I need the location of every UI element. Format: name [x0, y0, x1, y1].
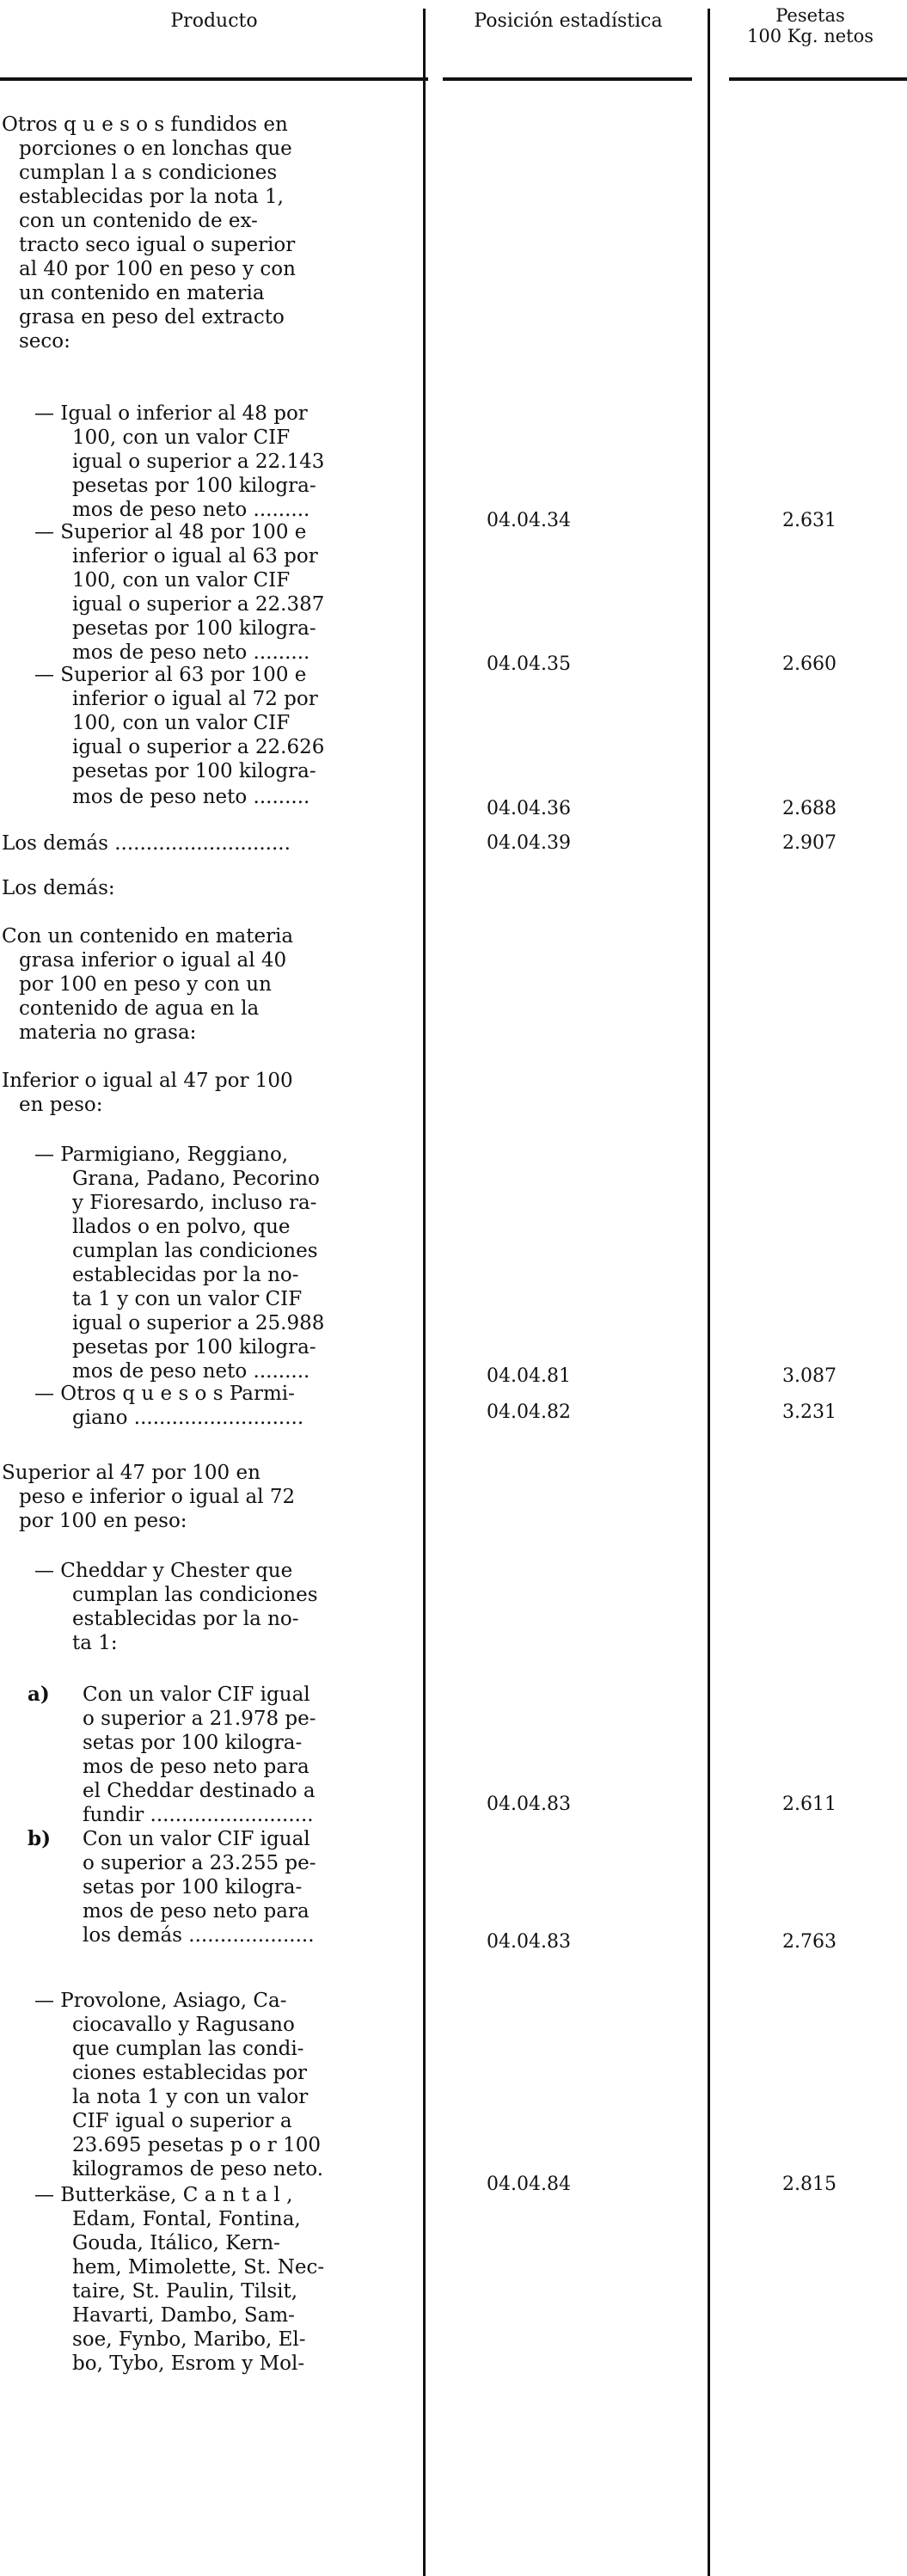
text-line: — Parmigiano, Reggiano, [34, 1144, 289, 1166]
text-line: ciones establecidas por [72, 2062, 308, 2084]
header-rule-mid [443, 77, 692, 81]
text-line: fundir .......................... [83, 1804, 314, 1826]
price-value: 2.907 [782, 832, 837, 854]
text-line: y Fioresardo, incluso ra- [72, 1192, 317, 1214]
text-line: 100, con un valor CIF [72, 426, 291, 449]
text-line: cumplan las condiciones [72, 1240, 318, 1262]
position-code: 04.04.82 [487, 1401, 571, 1423]
text-line: llados o en polvo, que [72, 1216, 291, 1238]
text-line: cumplan l a s condiciones [19, 162, 278, 184]
text-line: Grana, Padano, Pecorino [72, 1168, 320, 1190]
text-line: Con un valor CIF igual [83, 1828, 310, 1850]
text-line: en peso: [19, 1094, 103, 1116]
position-code: 04.04.83 [487, 1931, 571, 1953]
text-line: que cumplan las condi- [72, 2038, 304, 2060]
position-code: 04.04.34 [487, 510, 571, 531]
price-value: 2.815 [782, 2174, 837, 2195]
text-line: la nota 1 y con un valor [72, 2086, 309, 2108]
text-line: Superior al 47 por 100 en [2, 1462, 260, 1484]
header-pesetas-2: 100 Kg. netos [746, 26, 874, 46]
position-code: 04.04.35 [487, 653, 571, 675]
text-line: setas por 100 kilogra- [83, 1732, 303, 1754]
text-line: o superior a 21.978 pe- [83, 1708, 316, 1730]
text-line: o superior a 23.255 pe- [83, 1852, 316, 1874]
price-value: 3.087 [782, 1365, 837, 1387]
text-line: grasa en peso del extracto [19, 306, 285, 328]
text-line: mos de peso neto para [83, 1756, 309, 1778]
text-line: el Cheddar destinado a [83, 1780, 316, 1802]
text-line: Los demás ............................ [2, 832, 291, 855]
text-line: 23.695 pesetas p o r 100 [72, 2134, 322, 2156]
price-value: 2.688 [782, 798, 837, 819]
text-line: igual o superior a 22.387 [72, 593, 325, 616]
text-line: pesetas por 100 kilogra- [72, 617, 316, 640]
text-line: Otros q u e s o s fundidos en [2, 113, 288, 136]
text-line: establecidas por la no- [72, 1608, 299, 1630]
text-line: — Superior al 48 por 100 e [34, 521, 307, 543]
text-line: Con un contenido en materia [2, 925, 294, 948]
text-line: pesetas por 100 kilogra- [72, 475, 316, 497]
text-line: Edam, Fontal, Fontina, [72, 2208, 301, 2230]
text-line: establecidas por la nota 1, [19, 186, 284, 208]
text-line: contenido de agua en la [19, 997, 260, 1020]
text-line: Con un valor CIF igual [83, 1684, 310, 1706]
text-line: al 40 por 100 en peso y con [19, 258, 296, 280]
text-line: ta 1: [72, 1632, 118, 1654]
text-line: — Provolone, Asiago, Ca- [34, 1990, 287, 2012]
text-line: Los demás: [2, 877, 115, 899]
text-line: mos de peso neto ......... [72, 1360, 310, 1383]
text-line: tracto seco igual o superior [19, 234, 296, 256]
header-producto: Producto [170, 10, 258, 32]
text-line: los demás .................... [83, 1924, 315, 1947]
position-code: 04.04.84 [487, 2174, 571, 2195]
header-posicion: Posición estadística [474, 10, 663, 32]
text-line: — Igual o inferior al 48 por [34, 402, 308, 425]
text-line: ta 1 y con un valor CIF [72, 1288, 303, 1310]
text-line: — Otros q u e s o s Parmi- [34, 1383, 295, 1405]
text-line: cumplan las condiciones [72, 1584, 318, 1606]
text-line: soe, Fynbo, Maribo, El- [72, 2328, 306, 2351]
position-code: 04.04.83 [487, 1794, 571, 1815]
list-marker: b) [28, 1827, 51, 1850]
text-line: inferior o igual al 72 por [72, 688, 318, 710]
text-line: mos de peso neto ......... [72, 641, 310, 664]
column-divider-1 [423, 9, 426, 2576]
text-line: taire, St. Paulin, Tilsit, [72, 2280, 298, 2303]
position-code: 04.04.39 [487, 832, 571, 854]
text-line: grasa inferior o igual al 40 [19, 949, 287, 972]
price-value: 2.631 [782, 510, 837, 531]
text-line: seco: [19, 330, 70, 353]
text-line: por 100 en peso: [19, 1510, 187, 1532]
text-line: igual o superior a 22.143 [72, 451, 325, 473]
text-line: establecidas por la no- [72, 1264, 299, 1286]
text-line: ciocavallo y Ragusano [72, 2014, 295, 2036]
text-line: Inferior o igual al 47 por 100 [2, 1070, 293, 1092]
text-line: Gouda, Itálico, Kern- [72, 2232, 280, 2254]
text-line: kilogramos de peso neto. [72, 2158, 324, 2180]
text-line: con un contenido de ex- [19, 210, 258, 232]
price-value: 2.611 [782, 1794, 837, 1815]
text-line: inferior o igual al 63 por [72, 545, 318, 567]
text-line: Havarti, Dambo, Sam- [72, 2304, 295, 2327]
text-line: — Butterkäse, C a n t a l , [34, 2184, 293, 2206]
header-rule-right [729, 77, 907, 81]
text-line: peso e inferior o igual al 72 [19, 1486, 296, 1508]
text-line: giano ........................... [72, 1407, 304, 1429]
text-line: CIF igual o superior a [72, 2110, 292, 2132]
text-line: igual o superior a 22.626 [72, 736, 325, 758]
position-code: 04.04.81 [487, 1365, 571, 1387]
text-line: — Superior al 63 por 100 e [34, 664, 307, 686]
list-marker: a) [28, 1683, 50, 1706]
text-line: mos de peso neto para [83, 1900, 309, 1923]
price-value: 2.660 [782, 653, 837, 675]
position-code: 04.04.36 [487, 798, 571, 819]
text-line: setas por 100 kilogra- [83, 1876, 303, 1898]
header-pesetas-1: Pesetas [775, 5, 845, 26]
text-line: porciones o en lonchas que [19, 138, 292, 160]
text-line: pesetas por 100 kilogra- [72, 1336, 316, 1359]
text-line: materia no grasa: [19, 1021, 197, 1044]
text-line: por 100 en peso y con un [19, 973, 272, 996]
text-line: bo, Tybo, Esrom y Mol- [72, 2352, 305, 2375]
text-line: un contenido en materia [19, 282, 265, 304]
price-value: 2.763 [782, 1931, 837, 1953]
column-divider-2 [708, 9, 710, 2576]
text-line: 100, con un valor CIF [72, 569, 291, 592]
price-value: 3.231 [782, 1401, 837, 1423]
text-line: 100, con un valor CIF [72, 712, 291, 734]
text-line: pesetas por 100 kilogra- [72, 760, 316, 782]
text-line: mos de peso neto ......... [72, 786, 310, 808]
header-rule-left [0, 77, 428, 81]
text-line: igual o superior a 25.988 [72, 1312, 325, 1334]
text-line: hem, Mimolette, St. Nec- [72, 2256, 325, 2279]
text-line: — Cheddar y Chester que [34, 1560, 293, 1582]
text-line: mos de peso neto ......... [72, 499, 310, 521]
